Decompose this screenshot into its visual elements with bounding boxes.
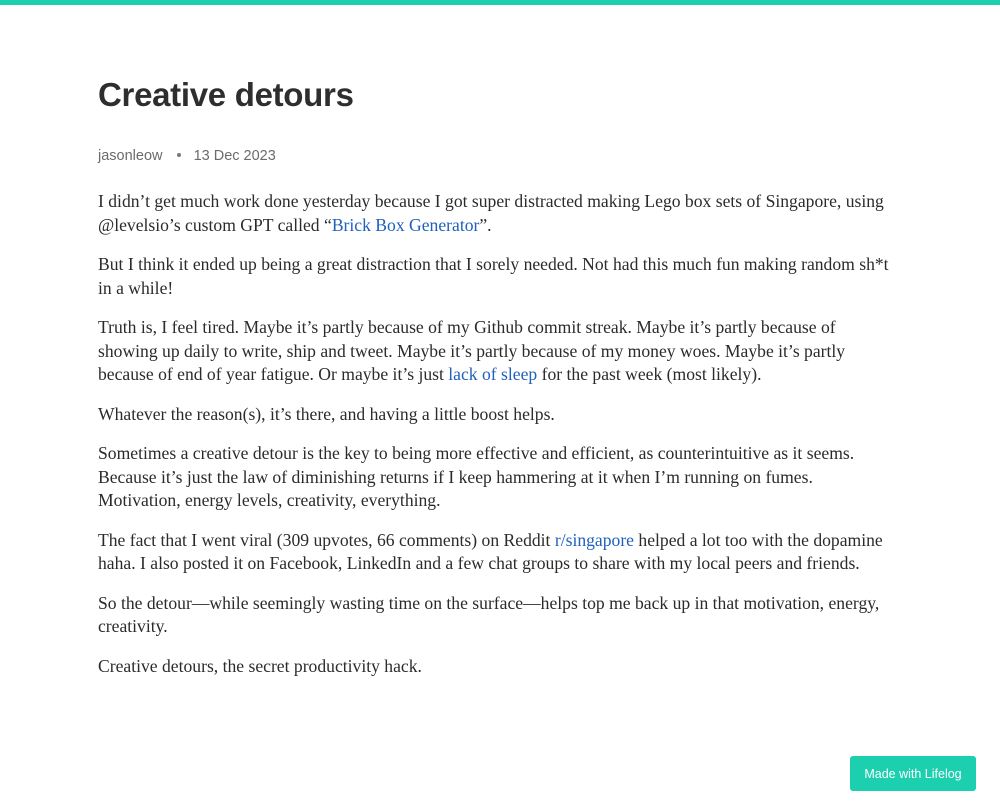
paragraph-text: ”.: [479, 214, 492, 235]
post-date: 13 Dec 2023: [193, 148, 276, 164]
paragraph-text: Truth is, I feel tired. Maybe it’s partly because of my Github commit streak. Maybe it’s partly because of showing up daily to write, ship and tweet. Maybe it’s partly because of my money woes. Maybe it’s partly because of end of year fatigue. Or maybe it’s just: [98, 317, 846, 384]
post-paragraph: [98, 403, 893, 427]
post-title: Creative detours: [98, 76, 354, 113]
paragraph-text: helped a lot too with the dopamine haha. I also posted it on Facebook, LinkedIn and a few chat groups to share with my local peers and friends.: [98, 529, 883, 573]
paragraph-text: The fact that I went viral (309 upvotes, 66 comments) on Reddit: [98, 529, 555, 550]
paragraph-text: Sometimes a creative detour is the key to being more effective and efficient, as counterintuitive as it seems. Because it’s just the law of diminishing returns if I keep hammering at it when I’m running on fumes. Motivation, energy levels, creativity, everything.: [98, 443, 855, 510]
inline-link[interactable]: Brick Box Generator: [331, 214, 480, 235]
paragraph-text: Whatever the reason(s), it’s there, and having a little boost helps.: [98, 403, 555, 424]
post-paragraph: [98, 592, 893, 639]
post-meta: [98, 148, 276, 164]
paragraph-text: I didn’t get much work done yesterday because I got super distracted making Lego box sets of Singapore, using @levelsio’s custom GPT called “: [98, 191, 884, 235]
paragraph-text: for the past week (most likely).: [537, 364, 762, 384]
inline-link[interactable]: r/singapore: [554, 529, 634, 550]
top-accent-bar: [0, 0, 1000, 5]
author-name[interactable]: jasonleow: [98, 148, 163, 164]
post-paragraph: [98, 253, 893, 300]
paragraph-text: But I think it ended up being a great distraction that I sorely needed. Not had this much fun making random sh*t in a while!: [98, 254, 889, 298]
paragraph-text: Creative detours, the secret productivity hack.: [98, 655, 422, 676]
post-body: [98, 190, 893, 694]
inline-link[interactable]: lack of sleep: [448, 364, 538, 384]
paragraph-text: So the detour—while seemingly wasting time on the surface—helps top me back up in that motivation, energy, creativity.: [98, 592, 880, 636]
made-with-lifelog-button[interactable]: Made with Lifelog: [850, 756, 976, 791]
meta-separator-dot: [177, 153, 181, 157]
post-paragraph: [98, 190, 893, 237]
post-paragraph: [98, 655, 893, 679]
post-paragraph: [98, 529, 893, 576]
post-paragraph: [98, 442, 893, 513]
post-paragraph: [98, 316, 893, 387]
